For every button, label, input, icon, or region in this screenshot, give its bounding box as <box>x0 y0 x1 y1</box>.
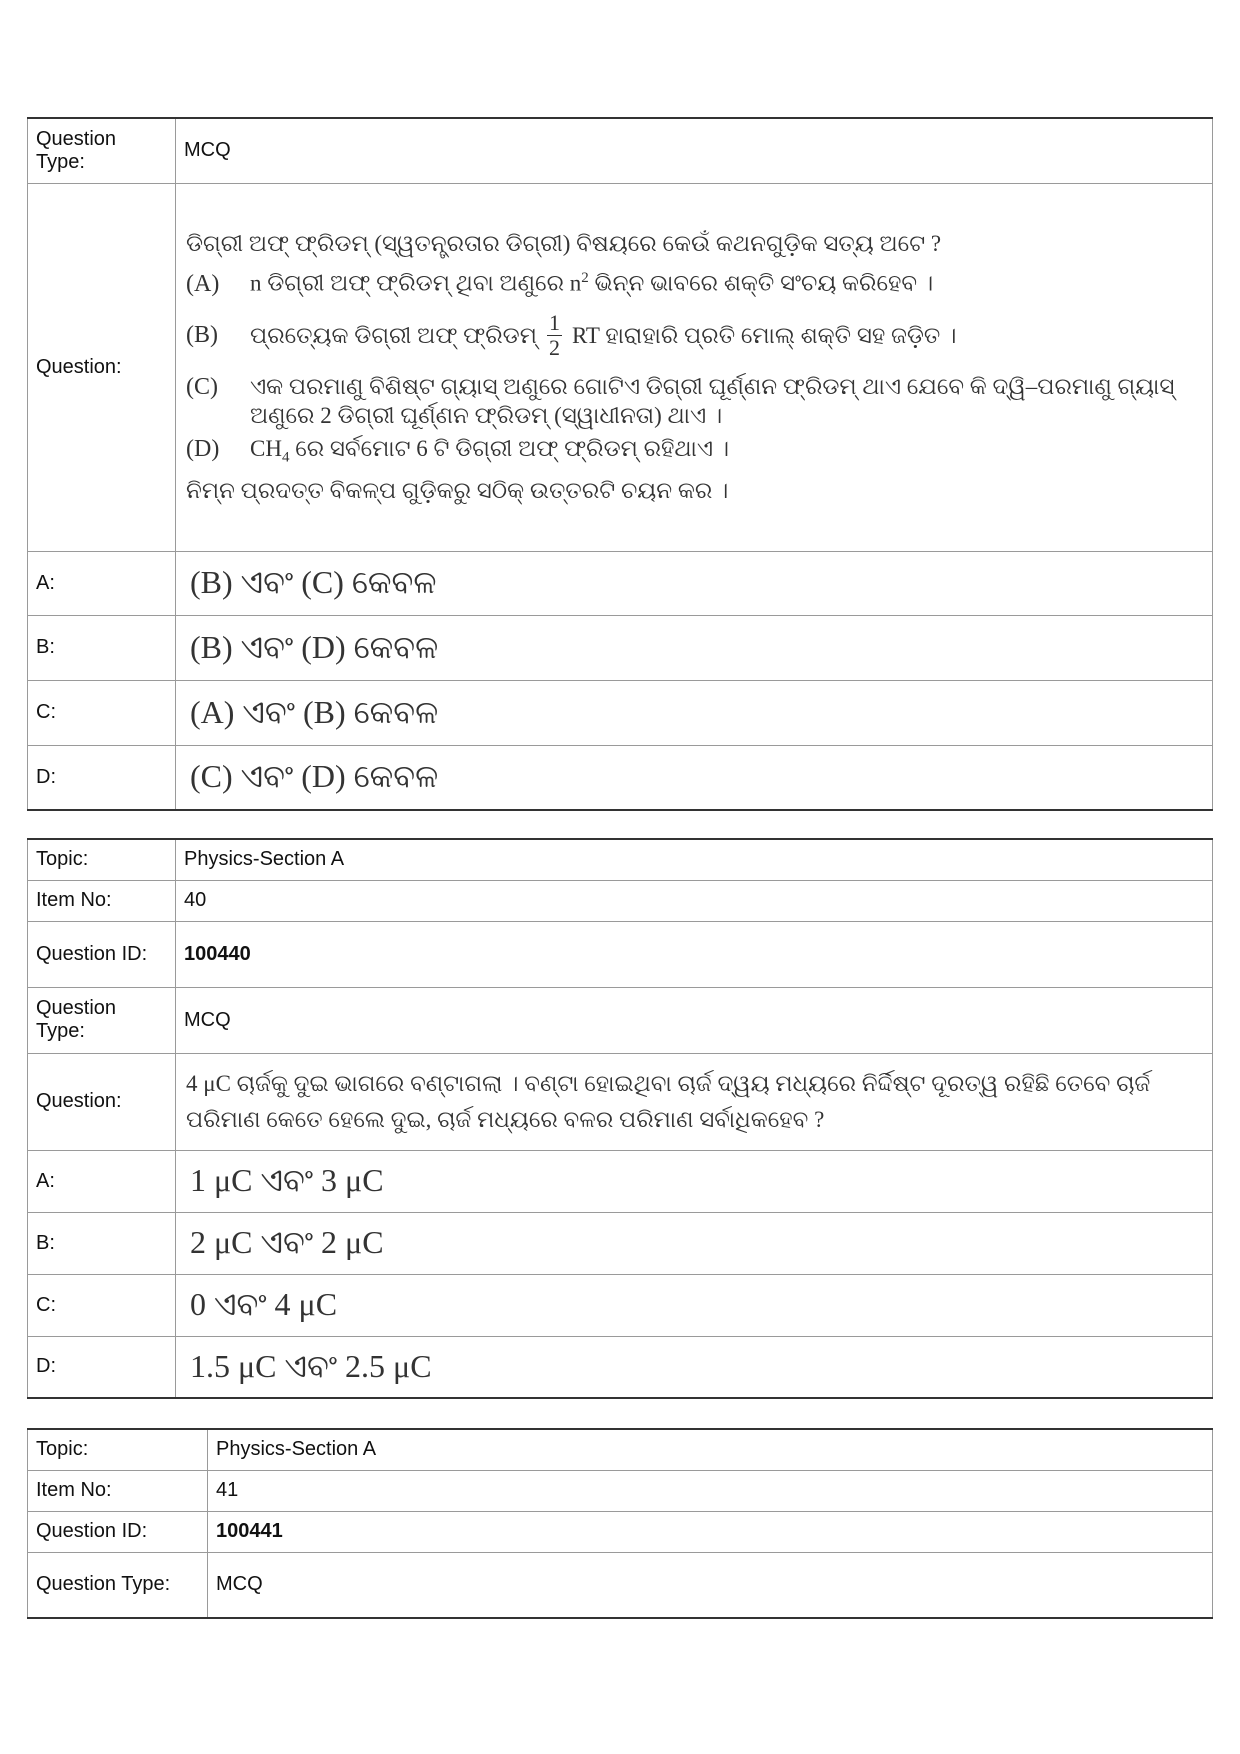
topic-label: Topic: <box>28 839 176 880</box>
statement-c-text: ଏକ ପରମାଣୁ ବିଶିଷ୍ଟ ଗ୍ୟାସ୍ ଅଣୁରେ ଗୋଟିଏ ଡିଗ୍ରୀ ଘୂର୍ଣ୍ଣନ ଫ୍ରିଡମ୍ ଥାଏ ଯେବେ କି ଦ୍ୱି–ପରମାଣୁ ଗ୍ୟାସ୍ ଅଣୁରେ 2 ଡିଗ୍ରୀ ଘୂର୍ଣ୍ଣନ ଫ୍ରିଡମ୍ (ସ୍ୱାଧୀନତା) ଥାଏ । <box>250 373 1175 428</box>
item-no-value: 41 <box>208 1470 1213 1511</box>
statement-c-key: (C) <box>186 373 218 400</box>
item-no-label: Item No: <box>28 1470 208 1511</box>
statement-b-text-end: RT ହାରାହାରି ପ୍ରତି ମୋଲ୍ ଶକ୍ତି ସହ ଜଡ଼ିତ । <box>571 322 957 348</box>
option-b-label: B: <box>28 615 176 680</box>
question-type-label: Question Type: <box>28 1552 208 1618</box>
question-label: Question: <box>28 1053 176 1150</box>
option-d-label: D: <box>28 1336 176 1398</box>
option-a-label: A: <box>28 551 176 615</box>
statement-a-superscript: 2 <box>581 269 589 286</box>
topic-label: Topic: <box>28 1429 208 1470</box>
option-c-label: C: <box>28 680 176 745</box>
option-c-label: C: <box>28 1274 176 1336</box>
question-type-value: MCQ <box>208 1552 1213 1618</box>
option-d-label: D: <box>28 745 176 810</box>
option-a-label: A: <box>28 1150 176 1212</box>
option-d-text[interactable]: (C) ଏବଂ (D) କେବଳ <box>176 745 1213 810</box>
question-intro: ଡିଗ୍ରୀ ଅଫ୍ ଫ୍ରିଡମ୍ (ସ୍ୱତନ୍ତ୍ରତାର ଡିଗ୍ରୀ) ବିଷୟରେ କେଉଁ କଥନଗୁଡ଼ିକ ସତ୍ୟ ଅଟେ ? <box>186 230 942 256</box>
option-a-text[interactable]: 1 μC ଏବଂ 3 μC <box>176 1150 1213 1212</box>
statement-b-text: ପ୍ରତ୍ୟେକ ଡିଗ୍ରୀ ଅଫ୍ ଫ୍ରିଡମ୍ <box>250 322 537 348</box>
option-b-text[interactable]: 2 μC ଏବଂ 2 μC <box>176 1212 1213 1274</box>
statement-d-text-end: ରେ ସର୍ବମୋଟ 6 ଟି ଡିଗ୍ରୀ ଅଫ୍ ଫ୍ରିଡମ୍ ରହିଥାଏ । <box>289 435 730 461</box>
statement-a-key: (A) <box>186 270 220 297</box>
statement-d <box>186 434 1202 473</box>
question-type-label: Question Type: <box>28 118 176 183</box>
question-type-label: Question Type: <box>28 987 176 1053</box>
question-text <box>176 183 1213 551</box>
question-type-value: MCQ <box>176 987 1213 1053</box>
statement-a <box>186 264 1202 299</box>
question-id-label: Question ID: <box>28 921 176 987</box>
statement-d-subscript: 4 <box>281 449 290 466</box>
option-b-label: B: <box>28 1212 176 1274</box>
question-id-value: 100440 <box>176 921 1213 987</box>
question-table-2 <box>27 838 1213 1399</box>
fraction-numerator: 1 <box>548 309 560 335</box>
item-no-label: Item No: <box>28 880 176 921</box>
topic-value: Physics-Section A <box>176 839 1213 880</box>
statement-a-text: n ଡିଗ୍ରୀ ଅଫ୍ ଫ୍ରିଡମ୍ ଥିବା ଅଣୁରେ n <box>250 270 582 296</box>
question-label: Question: <box>28 183 176 551</box>
option-d-text[interactable]: 1.5 μC ଏବଂ 2.5 μC <box>176 1336 1213 1398</box>
option-a-text[interactable]: (B) ଏବଂ (C) କେବଳ <box>176 551 1213 615</box>
statement-c <box>186 372 1202 430</box>
item-no-value: 40 <box>176 880 1213 921</box>
fraction-one-half <box>547 311 562 360</box>
topic-value: Physics-Section A <box>208 1429 1213 1470</box>
fraction-denominator: 2 <box>548 334 560 360</box>
option-b-text[interactable]: (B) ଏବଂ (D) କେବଳ <box>176 615 1213 680</box>
question-id-label: Question ID: <box>28 1511 208 1552</box>
statement-b <box>186 311 1202 360</box>
question-id-value: 100441 <box>208 1511 1213 1552</box>
statement-d-text: CH <box>250 435 282 461</box>
question-text: 4 μC ଚାର୍ଜକୁ ଦୁଇ ଭାଗରେ ବଣ୍ଟାଗଲା । ବଣ୍ଟା ହୋଇଥିବା ଚାର୍ଜ ଦ୍ୱୟ ମଧ୍ୟରେ ନିର୍ଦ୍ଦିଷ୍ଟ ଦୂରତ୍ୱ ରହିଛି ତେବେ ଚାର୍ଜ ପରିମାଣ କେତେ ହେଲେ ଦୁଇ, ଚାର୍ଜ ମଧ୍ୟରେ ବଳର ପରିମାଣ ସର୍ବାଧିକହେବ ? <box>176 1053 1213 1150</box>
option-c-text[interactable]: (A) ଏବଂ (B) କେବଳ <box>176 680 1213 745</box>
statement-a-text-end: ଭିନ୍ନ ଭାବରେ ଶକ୍ତି ସଂଚୟ କରିହେବ । <box>588 270 934 296</box>
question-table-1 <box>27 117 1213 811</box>
statement-b-key: (B) <box>186 321 218 348</box>
question-type-value: MCQ <box>176 118 1213 183</box>
option-c-text[interactable]: 0 ଏବଂ 4 μC <box>176 1274 1213 1336</box>
statement-d-key: (D) <box>186 435 220 462</box>
question-table-3 <box>27 1428 1213 1619</box>
question-outro: ନିମ୍ନ ପ୍ରଦତ୍ତ ବିକଳ୍ପ ଗୁଡ଼ିକରୁ ସଠିକ୍ ଉତ୍ତରଟି ଚୟନ କର । <box>186 478 729 504</box>
